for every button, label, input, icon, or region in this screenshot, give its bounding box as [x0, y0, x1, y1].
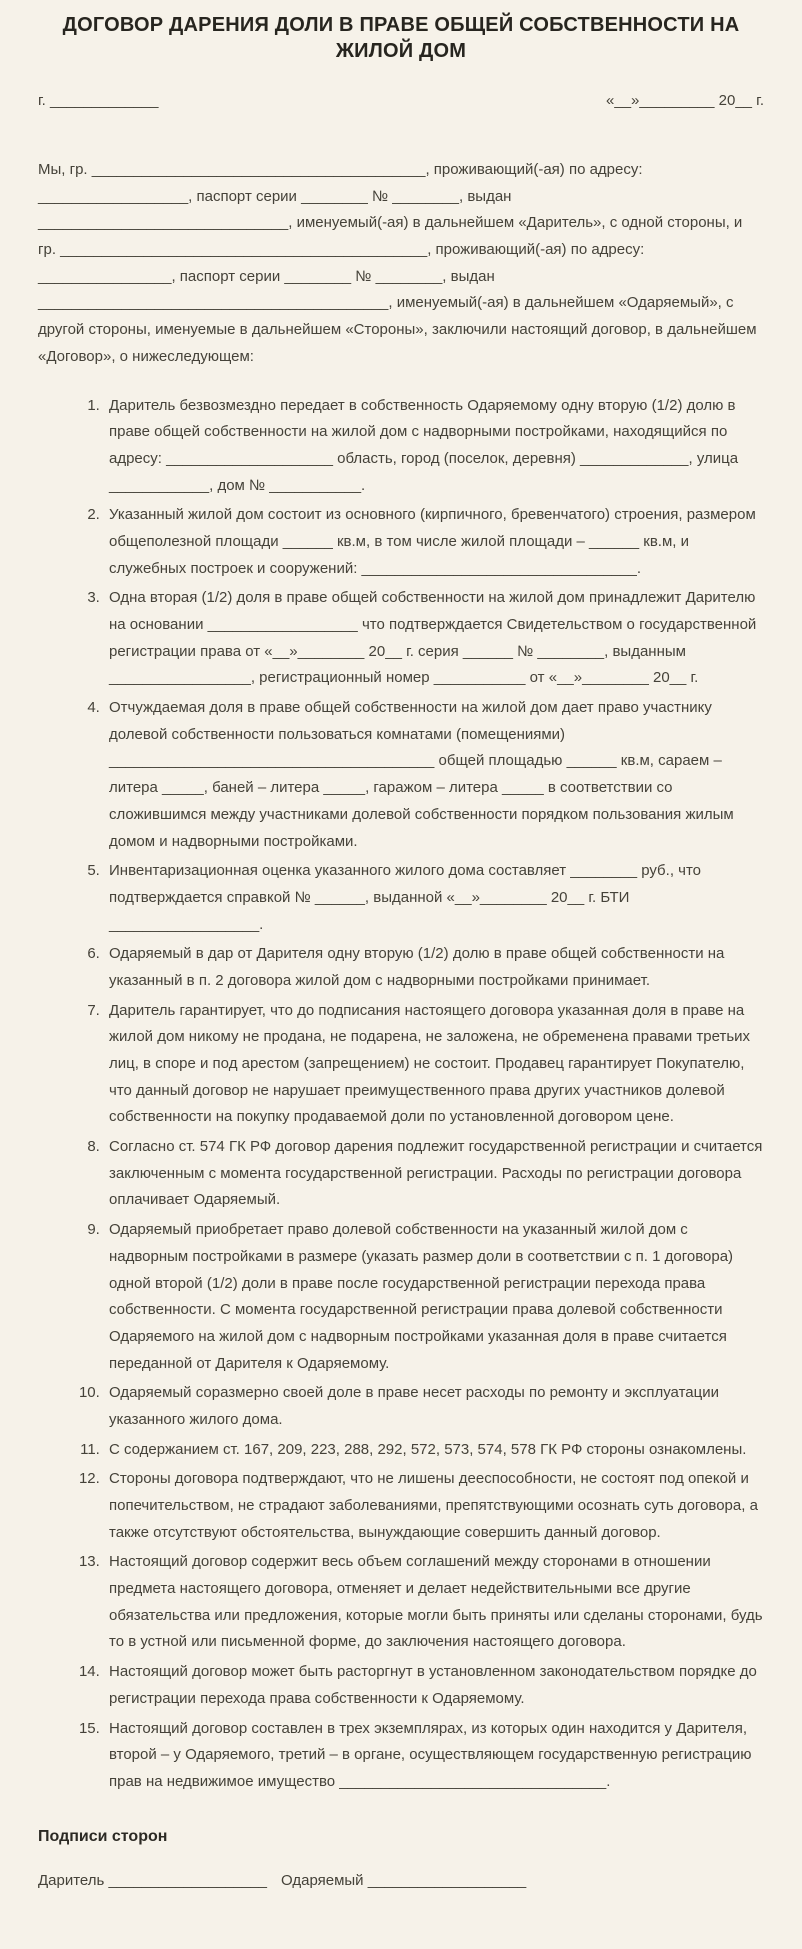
clause-item-14 [104, 1659, 764, 1712]
place-date-row [38, 92, 764, 109]
clause-item-1 [104, 393, 764, 500]
preamble: Мы, гр. ________________________________________, проживающий(-ая) по адресу: __________________, паспорт серии ________ № ________, выдан ______________________________, именуемый(-ая) в дальнейшем «Даритель», с одной стороны, и гр. ____________________________________________, проживающий(-ая) по адресу: ________________, паспорт серии ________ № ________, выдан __________________________________________, именуемый(-ая) в дальнейшем «Одаряемый», с другой стороны, именуемые в дальнейшем «Стороны», заключили настоящий договор, в дальнейшем «Договор», о нижеследующем: [38, 161, 757, 365]
clause-text: Одна вторая (1/2) доля в праве общей собственности на жилой дом принадлежит Дарителю на основании __________________ что подтверждается Свидетельством о государственной регистрации права от «__»________ 20__ г. серия ______ № ________, выданным _________________, регистрационный номер ___________ от «__»________ 20__ г. [109, 589, 757, 687]
clause-text: Отчуждаемая доля в праве общей собственности на жилой дом дает право участнику долевой собственности пользоваться комнатами (помещениями) _______________________________________ общей площадью ______ кв.м, сараем – литера _____, баней – литера _____, гаражом – литера _____ в соответствии со сложившимся между участниками долевой собственности порядком пользования жилым домом и надворными постройками. [109, 699, 734, 850]
clause-text: Указанный жилой дом состоит из основного (кирпичного, бревенчатого) строения, размером общеполезной площади ______ кв.м, в том числе жилой площади – ______ кв.м, и служебных построек и сооружений: _________________________________. [109, 506, 756, 577]
clause-item-8 [104, 1134, 764, 1214]
clause-item-2 [104, 502, 764, 582]
clause-item-13 [104, 1549, 764, 1656]
clause-item-6 [104, 941, 764, 994]
clause-text: Даритель безвозмездно передает в собственность Одаряемому одну вторую (1/2) долю в праве общей собственности на жилой дом с надворными постройками, находящийся по адресу: ____________________ область, город (поселок, деревня) _____________, улица ____________, дом № ___________. [109, 396, 739, 494]
clause-item-9 [104, 1217, 764, 1377]
clause-text: Согласно ст. 574 ГК РФ договор дарения подлежит государственной регистрации и считается заключенным с момента государственной регистрации. Расходы по регистрации договора оплачивает Одаряемый. [109, 1138, 763, 1209]
clause-text: Настоящий договор составлен в трех экземплярах, из которых один находится у Дарителя, второй – у Одаряемого, третий – в органе, осуществляющем государственную регистрацию прав на недвижимое имущество ________________________________. [109, 1719, 752, 1790]
document-title: ДОГОВОР ДАРЕНИЯ ДОЛИ В ПРАВЕ ОБЩЕЙ СОБСТВЕННОСТИ НА ЖИЛОЙ ДОМ [62, 14, 740, 62]
clause-text: Настоящий договор может быть расторгнут в установленном законодательством порядке до регистрации перехода права собственности к Одаряемому. [109, 1663, 757, 1707]
clause-item-7 [104, 998, 764, 1131]
clause-text: Инвентаризационная оценка указанного жилого дома составляет ________ руб., что подтверждается справкой № ______, выданной «__»________ 20__ г. БТИ __________________. [109, 862, 702, 933]
clause-text: С содержанием ст. 167, 209, 223, 288, 292, 572, 573, 574, 578 ГК РФ стороны ознакомлены. [109, 1440, 747, 1458]
signature-row [38, 1872, 764, 1889]
clause-item-12 [104, 1466, 764, 1546]
clause-item-4 [104, 695, 764, 855]
clause-text: Настоящий договор содержит весь объем соглашений между сторонами в отношении предмета настоящего договора, отменяет и делает недействительными все другие обязательства или предложения, которые могли быть приняты или сделаны сторонами, будь то в устной или письменной форме, до заключения настоящего договора. [109, 1553, 763, 1651]
place-field: г. _____________ [38, 92, 159, 109]
date-field: «__»_________ 20__ г. [606, 92, 764, 109]
clause-text: Стороны договора подтверждают, что не лишены дееспособности, не состоят под опекой и попечительством, не страдают заболеваниями, препятствующими осознать суть договора, а также отсутствуют обстоятельства, вынуждающие совершить данный договор. [109, 1470, 758, 1541]
clause-item-15 [104, 1716, 764, 1796]
signatures-heading: Подписи сторон [38, 1827, 168, 1845]
clause-text: Одаряемый соразмерно своей доле в праве несет расходы по ремонту и эксплуатации указанного жилого дома. [109, 1384, 719, 1428]
clause-text: Даритель гарантирует, что до подписания настоящего договора указанная доля в праве на жилой дом никому не продана, не подарена, не заложена, не обременена правами третьих лиц, в споре и под арестом (запрещением) не состоит. Продавец гарантирует Покупателю, что данный договор не нарушает преимущественного права других участников долевой собственности на покупку продаваемой доли по установленной договором цене. [109, 1001, 751, 1126]
clause-text: Одаряемый в дар от Дарителя одну вторую (1/2) долю в праве общей собственности на указанный в п. 2 договора жилой дом с надворными постройками принимает. [109, 945, 725, 989]
clause-item-3 [104, 585, 764, 692]
donee-signature-line: Одаряемый ___________________ [281, 1871, 527, 1889]
clause-item-10 [104, 1380, 764, 1433]
clause-item-11 [104, 1437, 764, 1464]
clauses-list [38, 393, 764, 1796]
clause-text: Одаряемый приобретает право долевой собственности на указанный жилой дом с надворным постройками в размере (указать размер доли в соответствии с п. 1 договора) одной второй (1/2) доли в праве после государственной регистрации перехода права собственности. С момента государственной регистрации права долевой собственности Одаряемого на жилой дом с надворным постройками указанная доля в праве считается переданной от Дарителя к Одаряемому. [109, 1221, 734, 1372]
donor-signature-line: Даритель ___________________ [38, 1871, 268, 1889]
clause-item-5 [104, 858, 764, 938]
